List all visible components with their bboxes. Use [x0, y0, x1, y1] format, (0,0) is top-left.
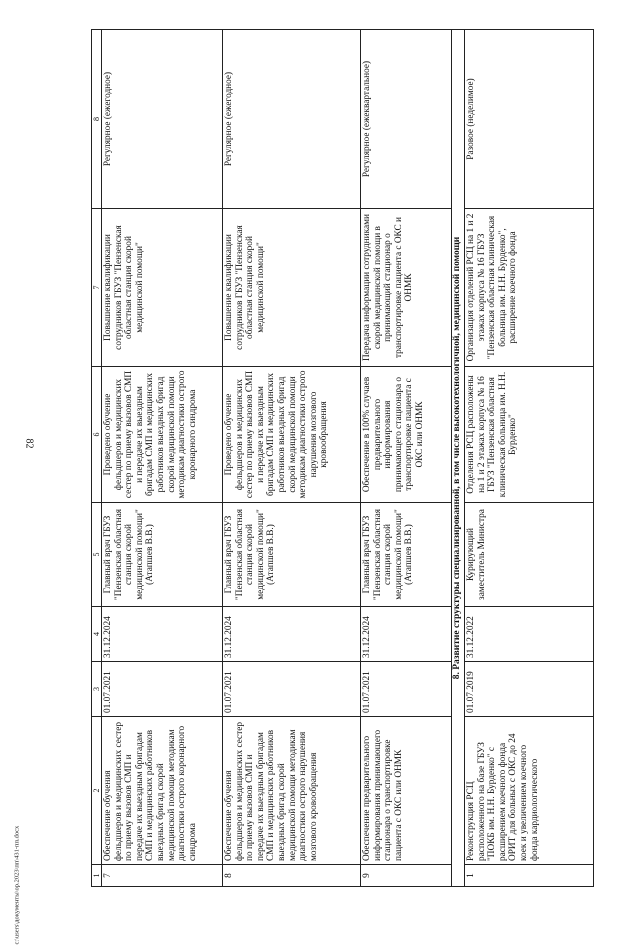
activity-type: Разовое (неделимое): [465, 30, 594, 209]
header-cell: 1: [92, 865, 102, 887]
section-header-row: [452, 30, 465, 887]
page-number: 82: [23, 438, 35, 449]
column-number-row: [92, 30, 102, 887]
activities-table: [91, 29, 594, 887]
responsible: Главный врач ГБУЗ "Пензенская областная станция скорой медицинской помощи" (Атапшев В.В.): [361, 503, 452, 607]
end-date: 31.12.2024: [223, 607, 361, 662]
header-cell: 5: [92, 503, 102, 607]
header-cell: 4: [92, 607, 102, 662]
start-date: 01.07.2021: [102, 662, 223, 717]
end-date: 31.12.2024: [102, 607, 223, 662]
row-number: 1: [465, 865, 594, 887]
responsible: Курирующий заместитель Министра: [465, 503, 594, 607]
responsible: Главный врач ГБУЗ "Пензенская областная станция скорой медицинской помощи" (Атапшев В.В.): [102, 503, 223, 607]
table-row: [102, 30, 223, 887]
expected-result: Отделения РСЦ расположены на 1 и 2 этажах корпуса № 16 ГБУЗ "Пензенская областная клиническая больница им. Н.Н. Бурденко": [465, 367, 594, 503]
activity-type: Регулярное (ежегодное): [223, 30, 361, 209]
header-cell: 6: [92, 367, 102, 503]
activity-name: Реконструкция РСЦ расположенного на базе ГБУЗ "ПОКБ им. Н.Н. Бурденко" с расширением коечного фонда ОРИТ для больных с ОКС до 24 коек и увеличением коечного фонда кардиологического: [465, 717, 594, 865]
activity-type: Регулярное (ежеквартальное): [361, 30, 452, 209]
rotated-table-container: [91, 30, 623, 887]
table-row: [223, 30, 361, 887]
row-number: 7: [102, 865, 223, 887]
section-title: 8. Развитие структуры специализированной, в том числе высокотехнологичной, медицинской помощи: [452, 30, 465, 887]
row-number: 9: [361, 865, 452, 887]
activity-name: Обеспечение обучения фельдшеров и медицинских сестер по приему вызовов СМП и передаче их выездным бригадам СМП и медицинских работников выездных бригад скорой медицинской помощи методикам диагностики острого коронарного синдрома: [102, 717, 223, 865]
responsible: Главный врач ГБУЗ "Пензенская областная станция скорой медицинской помощи" (Атапшев В.В.): [223, 503, 361, 607]
table-row: [465, 30, 594, 887]
header-cell: 2: [92, 717, 102, 865]
row-number: 8: [223, 865, 361, 887]
footer-file-path: c:\users\документы\ор.2023\пп\431-пп.docx: [13, 825, 21, 945]
start-date: 01.07.2021: [361, 662, 452, 717]
activity-type: Регулярное (ежегодное): [102, 30, 223, 209]
end-date: 31.12.2022: [465, 607, 594, 662]
expected-result: Обеспечение в 100% случаев предварительного информирования принимающего стационара о транспортировке пациента с ОКС или ОНМК: [361, 367, 452, 503]
indicator: Повышение квалификации сотрудников ГБУЗ "Пензенская областная станция скорой медицинской помощи": [223, 209, 361, 367]
expected-result: Проведено обучение фельдшеров и медицинских сестер по приему вызовов СМП и передаче их выездным бригадам СМП и медицинских работников выездных бригад скорой медицинской помощи методикам диагностики острого нарушения мозгового кровообращения: [223, 367, 361, 503]
start-date: 01.07.2021: [223, 662, 361, 717]
header-cell: 3: [92, 662, 102, 717]
activity-name: Обеспечение обучения фельдшеров и медицинских сестер по приему вызовов СМП и передаче их выездным бригадам СМП и медицинских работников выездных бригад скорой медицинской помощи методикам диагностики острого нарушения мозгового кровообращения: [223, 717, 361, 865]
end-date: 31.12.2024: [361, 607, 452, 662]
header-cell: 7: [92, 209, 102, 367]
header-cell: 8: [92, 30, 102, 209]
activity-name: Обеспечение предварительного информирования принимающего стационара о транспортировке пациента с ОКС или ОНМК: [361, 717, 452, 865]
start-date: 01.07.2019: [465, 662, 594, 717]
indicator: Организация отделений РСЦ на 1 и 2 этажах корпуса № 16 ГБУЗ "Пензенская областная клиническая больница им. Н.Н. Бурденко", расширение коечного фонда: [465, 209, 594, 367]
indicator: Повышение квалификации сотрудников ГБУЗ "Пензенская областная станция скорой медицинской помощи": [102, 209, 223, 367]
indicator: Передача информации сотрудниками скорой медицинской помощи в принимающий стационар о транспортировке пациента с ОКС и ОНМК: [361, 209, 452, 367]
table-row: [361, 30, 452, 887]
expected-result: Проведено обучение фельдшеров и медицинских сестер по приему вызовов СМП и передаче их выездным бригадам СМП и медицинских работников выездных бригад скорой медицинской помощи методикам диагностики острого коронарного синдрома: [102, 367, 223, 503]
